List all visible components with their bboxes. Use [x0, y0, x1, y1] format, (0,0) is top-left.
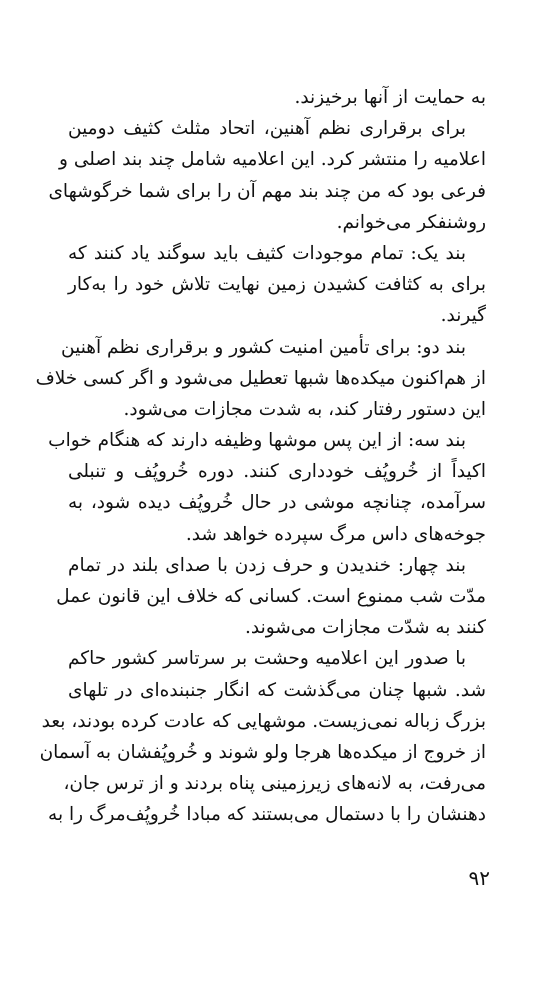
text-line: اکیداً از خُروپُف خودداری کنند. دوره خُروپُف و تنبلی — [68, 461, 486, 483]
text-line: دهنشان را با دستمال می‌بستند که مبادا خُروپُف‌مرگ را به — [48, 804, 486, 826]
page-number: ۹۲ — [468, 866, 490, 890]
text-line: از خروج از میکده‌ها هرجا ولو شوند و خُروپُفشان به آسمان — [39, 741, 486, 763]
text-line: این دستور رفتار کند، به شدت مجازات می‌شود. — [123, 398, 486, 420]
text-line: برای برقراری نظم آهنین، اتحاد مثلث کثیف دومین — [68, 118, 466, 140]
text-line: بند یک: تمام موجودات کثیف باید سوگند یاد کنند که — [68, 242, 466, 264]
text-line: گیرند. — [440, 305, 486, 327]
text-line: برای به کثافت کشیدن زمین نهایت تلاش خود را به‌کار — [68, 274, 486, 296]
book-page-text — [35, 82, 486, 831]
text-line: مدّت شب ممنوع است. کسانی که خلاف این قانون عمل — [56, 586, 486, 607]
text-line: شد. شبها چنان می‌گذشت که انگار جنبنده‌ای در تلهای — [68, 679, 486, 701]
text-line: اعلامیه را منتشر کرد. این اعلامیه شامل چند بند اصلی و — [59, 149, 486, 171]
text-line: با صدور این اعلامیه وحشت بر سرتاسر کشور حاکم — [68, 648, 466, 670]
text-line: فرعی بود که من چند بند مهم آن را برای شما خرگوشهای — [48, 180, 486, 202]
text-line: از هم‌اکنون میکده‌ها شبها تعطیل می‌شود و اگر کسی خلاف — [35, 367, 486, 389]
text-line: بزرگ زباله نمی‌زیست. موشهایی که عادت کرده بودند، بعد — [41, 710, 486, 732]
text-line: بند چهار: خندیدن و حرف زدن با صدای بلند در تمام — [68, 554, 466, 576]
text-line: به حمایت از آنها برخیزند. — [294, 87, 486, 108]
text-line: جوخه‌های داس مرگ سپرده خواهد شد. — [185, 523, 486, 545]
text-line: سرآمده، چنانچه موشی در حال خُروپُف دیده شود، به — [68, 492, 486, 514]
text-line: بند دو: برای تأمین امنیت کشور و برقراری نظم آهنین — [61, 336, 466, 358]
text-line: کنند به شدّت مجازات می‌شوند. — [244, 617, 486, 639]
text-line: روشنفکر می‌خوانم. — [336, 211, 486, 233]
text-line: می‌رفت، به لانه‌های زیرزمینی پناه بردند و از ترس جان، — [63, 773, 486, 795]
text-line: بند سه: از این پس موشها وظیفه دارند که هنگام خواب — [48, 430, 466, 452]
